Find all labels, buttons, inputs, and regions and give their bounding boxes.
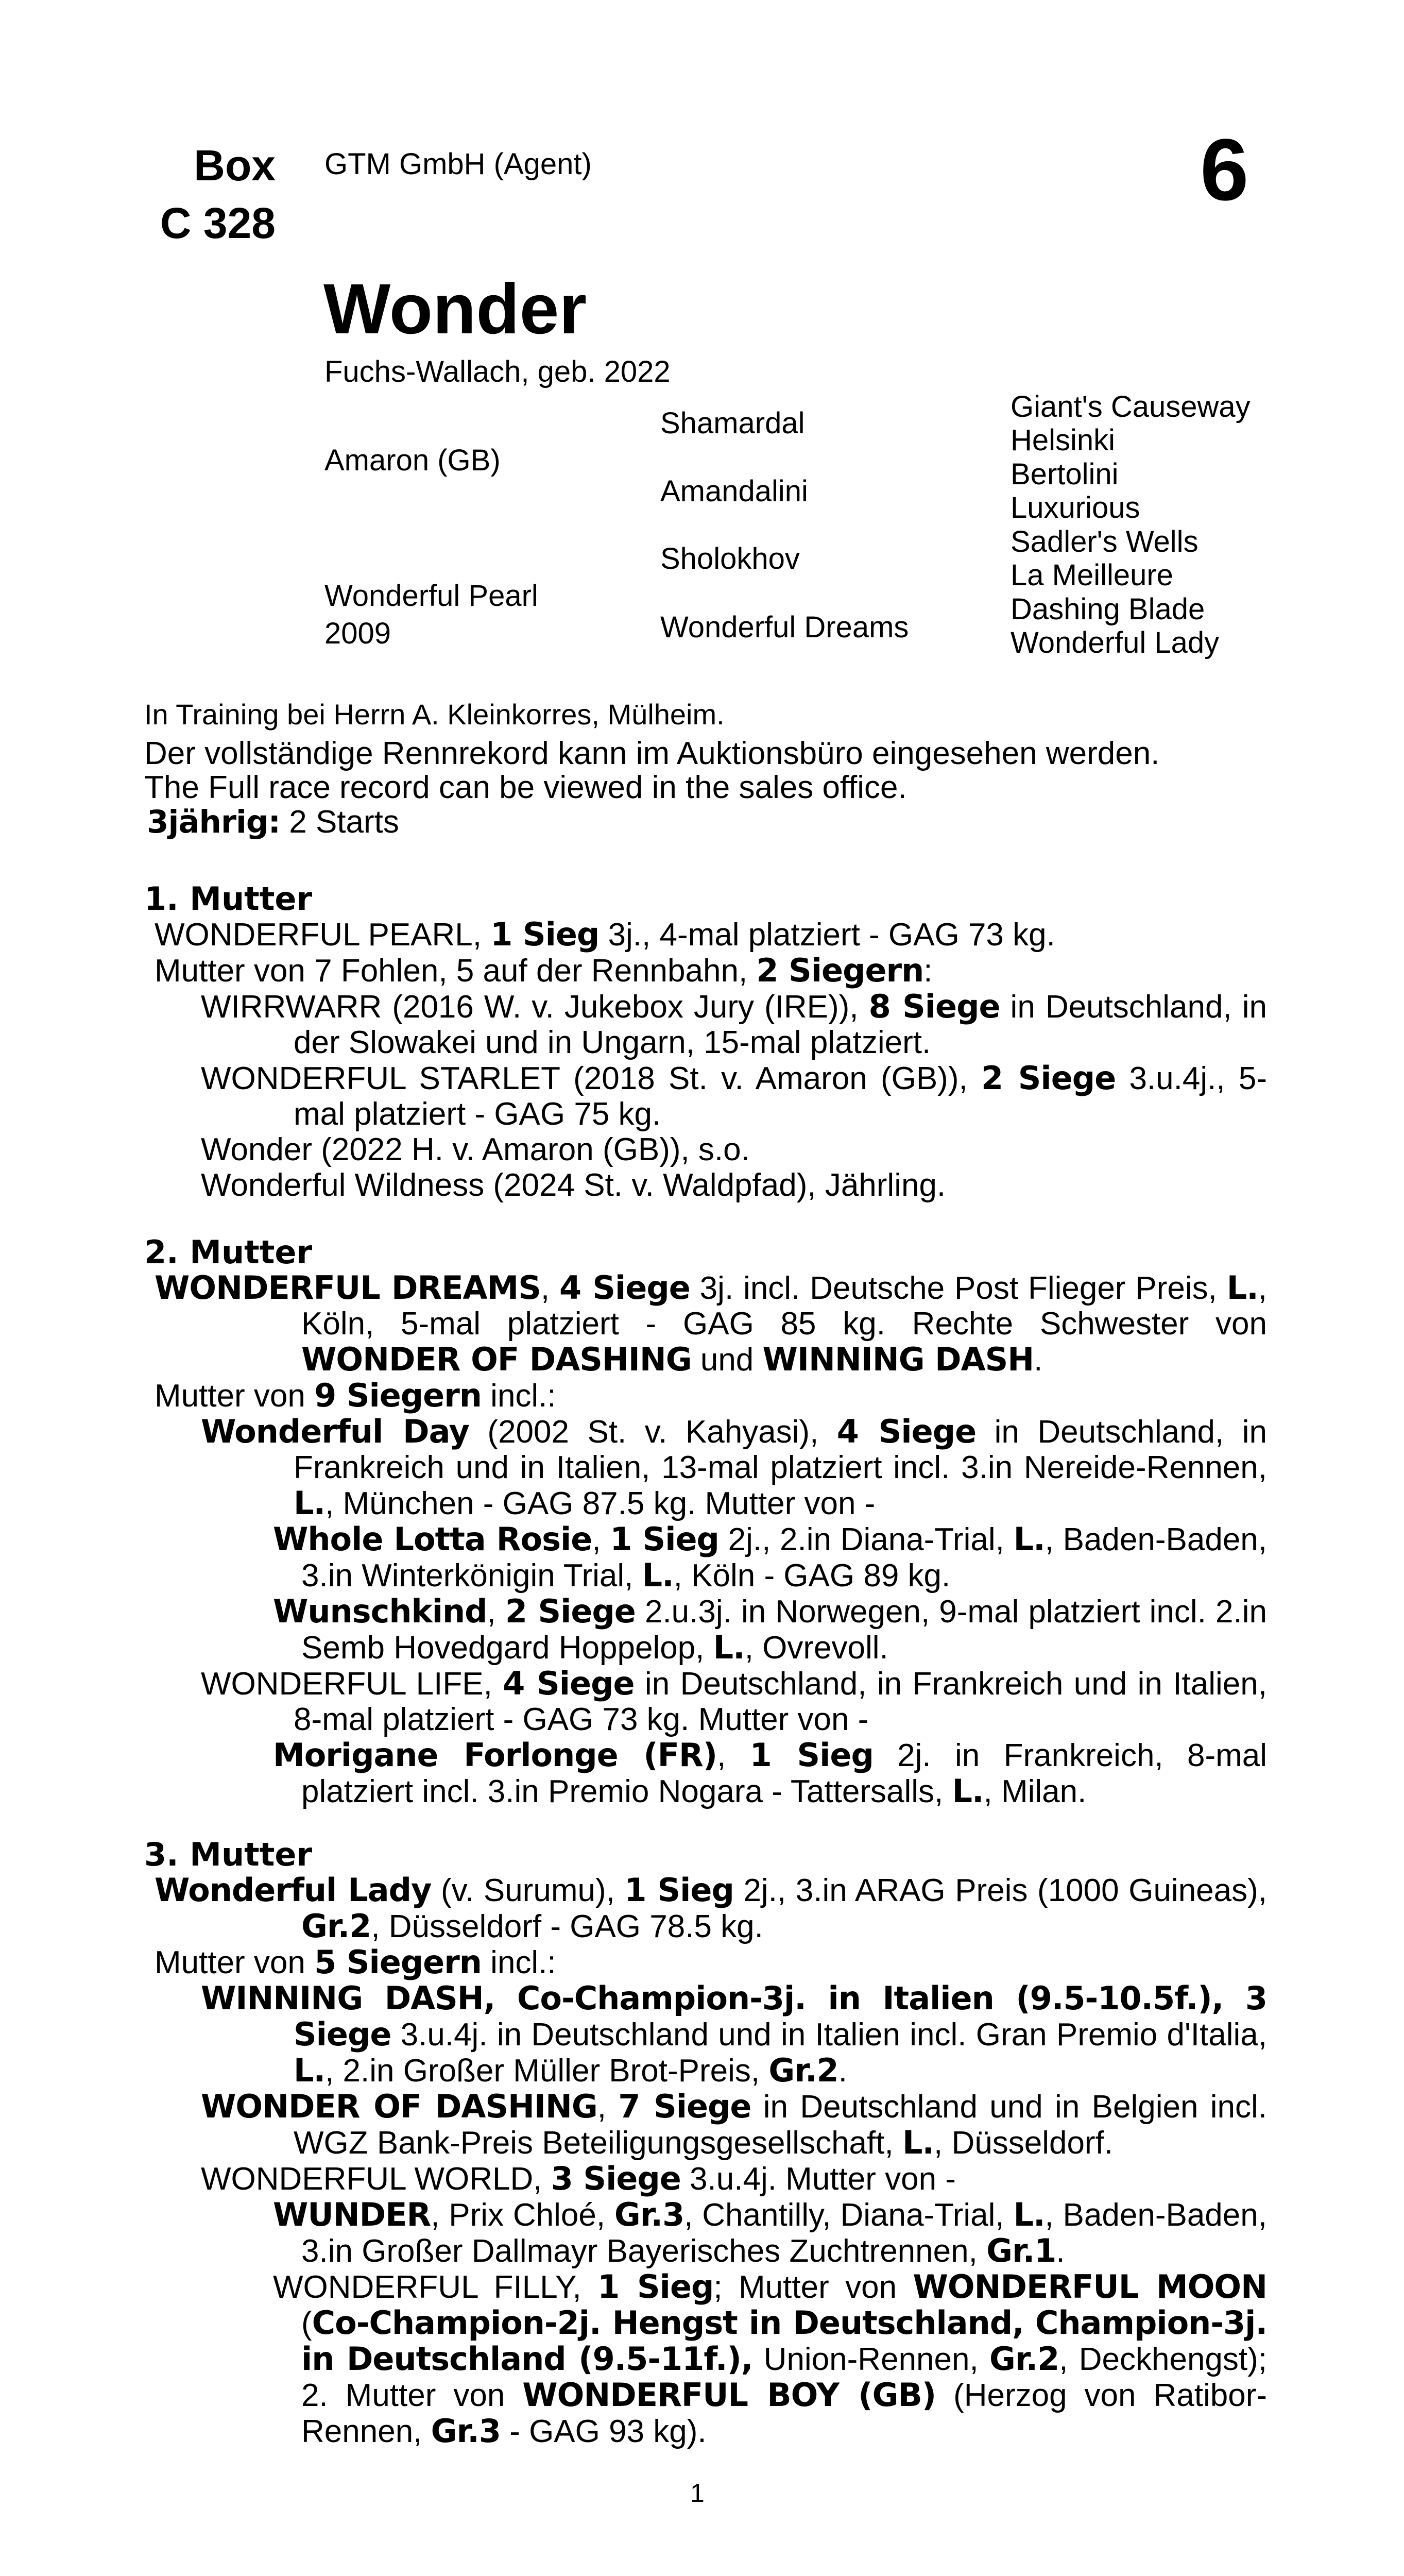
bold-text-run: L. xyxy=(294,2052,326,2089)
bold-text-run: WUNDER xyxy=(273,2196,431,2233)
bold-text-run: 2 Siege xyxy=(981,1059,1116,1097)
pedigree-great-grandparent: Sadler's Wells xyxy=(1011,525,1198,558)
bold-text-run: 2 Siege xyxy=(505,1592,636,1630)
bold-text-run: 8 Siege xyxy=(868,988,1000,1025)
grand-produce-entry xyxy=(144,2197,1267,2269)
agent-name: GTM GmbH (Agent) xyxy=(324,147,592,181)
pedigree-great-grandparent: Dashing Blade xyxy=(1011,592,1205,626)
text-run: , Baden-Baden, 3.in Winterkönigin Trial, xyxy=(301,1522,1268,1594)
produce-entry xyxy=(144,1980,1267,2089)
box-label xyxy=(142,137,276,252)
race-record-note-en: The Full race record can be viewed in the sales office. xyxy=(144,770,907,805)
text-run: , Chantilly, Diana-Trial, xyxy=(684,2197,1014,2233)
pedigree-grandparent: Wonderful Dreams xyxy=(660,611,909,644)
bold-text-run: L. xyxy=(902,2124,934,2161)
bold-text-run: Gr.2 xyxy=(768,2052,838,2089)
bold-text-run: 7 Siege xyxy=(618,2088,751,2125)
bold-text-run: 5 Siegern xyxy=(314,1943,482,1981)
bold-text-run: , xyxy=(483,1979,517,2017)
text-run: in Deutschland, in Frankreich und in Italien, 13-mal platziert incl. 3.in Nereide-Rennen, xyxy=(294,1414,1267,1485)
bold-text-run: 1 Sieg xyxy=(610,1520,719,1558)
text-run: 2.u.3j. in Norwegen, 9-mal platziert incl. 2.in Semb Hovedgard Hoppelop, xyxy=(301,1594,1268,1666)
pedigree-great-grandparent: Giant's Causeway xyxy=(1011,390,1251,423)
text-run: , xyxy=(487,1594,505,1630)
bold-text-run: WONDERFUL MOON xyxy=(913,2268,1268,2306)
bold-text-run: 1 Sieg xyxy=(490,916,600,953)
text-run: in Deutschland und in Belgien incl. WGZ Bank-Preis Beteiligungsgesellschaft, xyxy=(294,2089,1267,2161)
produce-entry xyxy=(144,1414,1267,1521)
text-run: WONDERFUL LIFE, xyxy=(201,1666,503,1702)
text-run: WIRRWARR (2016 W. v. Jukebox Jury (IRE)), xyxy=(201,989,869,1025)
pedigree-great-grandparent: Wonderful Lady xyxy=(1011,626,1220,659)
bold-text-run: Gr.2 xyxy=(989,2340,1059,2378)
bold-text-run: 2 Siegern xyxy=(756,952,924,989)
produce-entry xyxy=(144,1132,1267,1167)
bold-text-run: Co-Champion-3j. in Italien (9.5-10.5f.), 3 Siege xyxy=(294,1979,1268,2053)
text-run: . xyxy=(1034,1342,1043,1378)
section-first-dam xyxy=(144,881,1267,1203)
text-run: . xyxy=(838,2053,847,2089)
text-run: (Herzog von Ratibor-Rennen, xyxy=(301,2378,1267,2449)
text-run: - GAG 93 kg). xyxy=(500,2414,707,2449)
bold-text-run: Morigane Forlonge (FR) xyxy=(273,1736,717,1774)
bold-text-run: 4 Siege xyxy=(836,1413,977,1450)
text-run: (v. Surumu), xyxy=(431,1873,625,1908)
pedigree-dam-year: 2009 xyxy=(324,617,391,650)
text-run: und xyxy=(691,1342,763,1378)
produce-entry xyxy=(144,1060,1267,1132)
text-run: Union-Rennen, xyxy=(752,2342,989,2377)
bold-text-run: L. xyxy=(1226,1269,1258,1307)
text-run: Mutter von xyxy=(155,1378,315,1414)
box-word: Box xyxy=(194,141,276,190)
horse-description: Fuchs-Wallach, geb. 2022 xyxy=(324,355,671,388)
dam-entry xyxy=(144,1270,1267,1378)
bold-text-run: WINNING DASH xyxy=(762,1341,1034,1378)
text-run: , Prix Chloé, xyxy=(431,2197,614,2233)
bold-text-run: L. xyxy=(713,1629,745,1666)
horse-name: Wonder xyxy=(323,269,587,349)
pedigree-great-grandparent: Luxurious xyxy=(1011,491,1140,524)
bold-text-run: L. xyxy=(1013,1520,1045,1558)
race-record-note-de: Der vollständige Rennrekord kann im Auktionsbüro eingesehen werden. xyxy=(144,736,1160,771)
pedigree-great-grandparent: Bertolini xyxy=(1011,457,1119,491)
bold-text-run: Co-Champion-2j. Hengst in Deutschland, Champion-3j. in Deutschland (9.5-11f.), xyxy=(301,2304,1267,2378)
text-run: , Köln, 5-mal platziert - GAG 85 kg. Rechte Schwester von xyxy=(301,1270,1268,1342)
text-run: ( xyxy=(301,2306,312,2341)
section-title: 2. Mutter xyxy=(144,1233,313,1271)
text-run: 3.u.4j. in Deutschland und in Italien incl. Gran Premio d'Italia, xyxy=(391,2017,1267,2053)
bold-text-run: Gr.1 xyxy=(986,2232,1056,2269)
section-title: 3. Mutter xyxy=(144,1836,313,1873)
pedigree-grandparent: Amandalini xyxy=(660,474,808,508)
race-record-note xyxy=(144,737,1267,805)
text-run: , Deckhengst); 2. Mutter von xyxy=(301,2342,1268,2413)
starts-value: 2 Starts xyxy=(289,804,399,840)
text-run: Mutter von 7 Fohlen, 5 auf der Rennbahn, xyxy=(155,953,757,989)
bold-text-run: 3 Siege xyxy=(551,2160,681,2197)
pedigree-grandparent: Shamardal xyxy=(660,406,805,440)
starts-label: 3jährig: xyxy=(147,804,280,840)
produce-summary xyxy=(144,953,1267,989)
bold-text-run: Gr.3 xyxy=(431,2412,501,2450)
bold-text-run: 9 Siegern xyxy=(314,1377,482,1414)
bold-text-run: L. xyxy=(952,1772,984,1810)
text-run: 3j. incl. Deutsche Post Flieger Preis, xyxy=(690,1270,1227,1306)
lot-number: 6 xyxy=(1200,121,1249,219)
text-run: , xyxy=(540,1270,560,1306)
text-run: , Baden-Baden, 3.in Großer Dallmayr Bayerisches Zuchtrennen, xyxy=(301,2197,1267,2269)
produce-summary xyxy=(144,1378,1267,1414)
page-number: 1 xyxy=(690,2479,705,2507)
pedigree-sire: Amaron (GB) xyxy=(324,444,501,477)
text-run: , xyxy=(717,1738,750,1773)
training-note: In Training bei Herrn A. Kleinkorres, Mülheim. xyxy=(144,698,725,731)
text-run: WONDERFUL WORLD, xyxy=(201,2161,551,2197)
produce-entry xyxy=(144,1167,1267,1203)
pedigree-grandparent: Sholokhov xyxy=(660,542,800,575)
text-run: in Deutschland, in Frankreich und in Italien, 8-mal platziert - GAG 73 kg. Mutter von - xyxy=(294,1666,1267,1737)
pedigree-great-grandparent: La Meilleure xyxy=(1011,558,1173,592)
text-run: , 2.in Großer Müller Brot-Preis, xyxy=(325,2053,769,2089)
text-run: WONDERFUL FILLY, xyxy=(273,2269,598,2305)
text-run: 3.u.4j. Mutter von - xyxy=(680,2161,956,2197)
bold-text-run: Gr.3 xyxy=(614,2196,684,2233)
section-title: 1. Mutter xyxy=(144,880,313,918)
section-third-dam xyxy=(144,1837,1267,2449)
text-run: 3j., 4-mal platziert - GAG 73 kg. xyxy=(599,917,1055,953)
text-run: 2j., 3.in ARAG Preis (1000 Guineas), xyxy=(733,1873,1268,1908)
text-run: Wonderful Wildness (2024 St. v. Waldpfad), Jährling. xyxy=(201,1167,946,1203)
bold-text-run: L. xyxy=(642,1556,674,1594)
starts-line xyxy=(147,805,399,840)
text-run: ; Mutter von xyxy=(713,2269,913,2305)
text-run: , Köln - GAG 89 kg. xyxy=(673,1558,951,1594)
text-run: Wonder (2022 H. v. Amaron (GB)), s.o. xyxy=(201,1132,750,1167)
text-run: , Düsseldorf - GAG 78.5 kg. xyxy=(371,1909,763,1944)
dam-entry xyxy=(144,1872,1267,1944)
text-run: in Deutschland, in der Slowakei und in Ungarn, 15-mal platziert. xyxy=(294,989,1268,1060)
bold-text-run: Wonderful Lady xyxy=(155,1871,432,1909)
produce-entry xyxy=(144,2089,1267,2161)
bold-text-run: 4 Siege xyxy=(559,1269,690,1307)
bold-text-run: 4 Siege xyxy=(503,1665,635,1702)
text-run: 2j., 2.in Diana-Trial, xyxy=(718,1522,1014,1557)
produce-entry xyxy=(144,989,1267,1060)
dam-entry xyxy=(144,917,1267,953)
bold-text-run: 1 Sieg xyxy=(624,1871,734,1909)
bold-text-run: Whole Lotta Rosie xyxy=(273,1520,592,1558)
text-run: 2j. in Frankreich, 8-mal platziert incl. 3.in Premio Nogara - Tattersalls, xyxy=(301,1738,1268,1809)
bold-text-run: 1 Sieg xyxy=(597,2268,714,2306)
text-run: , Milan. xyxy=(983,1774,1087,1809)
bold-text-run: Wonderful Day xyxy=(201,1413,469,1450)
bold-text-run: Gr.2 xyxy=(301,1907,371,1945)
bold-text-run: WONDERFUL BOY (GB) xyxy=(522,2376,936,2414)
produce-summary xyxy=(144,1944,1267,1980)
grand-produce-entry xyxy=(144,1737,1267,1809)
bold-text-run: WONDERFUL DREAMS xyxy=(155,1269,541,1307)
text-run: WONDERFUL STARLET (2018 St. v. Amaron (GB)), xyxy=(201,1061,981,1096)
text-run: Mutter von xyxy=(155,1945,315,1980)
bold-text-run: WONDER OF DASHING xyxy=(201,2088,597,2125)
text-run: , Düsseldorf. xyxy=(934,2125,1114,2161)
bold-text-run: WINNING DASH xyxy=(201,1979,484,2017)
pedigree-great-grandparent: Helsinki xyxy=(1011,423,1116,457)
text-run: , München - GAG 87.5 kg. Mutter von - xyxy=(325,1486,876,1521)
grand-produce-entry xyxy=(144,2269,1267,2449)
text-run: incl.: xyxy=(481,1945,556,1980)
pedigree-dam: Wonderful Pearl xyxy=(324,579,538,613)
text-run: , xyxy=(592,1522,610,1557)
bold-text-run: L. xyxy=(1013,2196,1045,2233)
text-run: (2002 St. v. Kahyasi), xyxy=(469,1414,837,1450)
section-second-dam xyxy=(144,1234,1267,1809)
bold-text-run: 1 Sieg xyxy=(749,1736,874,1774)
bold-text-run: L. xyxy=(294,1484,326,1522)
bold-text-run: Wunschkind xyxy=(273,1592,487,1630)
text-run: WONDERFUL PEARL, xyxy=(155,917,491,953)
box-number: C 328 xyxy=(160,199,276,247)
produce-entry xyxy=(144,2161,1267,2197)
grand-produce-entry xyxy=(144,1594,1267,1666)
text-run: 3.u.4j., 5-mal platziert - GAG 75 kg. xyxy=(294,1061,1267,1132)
text-run: . xyxy=(1056,2233,1065,2269)
bold-text-run: WONDER OF DASHING xyxy=(301,1341,692,1378)
text-run: : xyxy=(923,953,933,989)
grand-produce-entry xyxy=(144,1521,1267,1594)
text-run: incl.: xyxy=(481,1378,556,1414)
produce-entry xyxy=(144,1666,1267,1737)
text-run: , Ovrevoll. xyxy=(744,1630,888,1666)
text-run: , xyxy=(597,2089,619,2125)
